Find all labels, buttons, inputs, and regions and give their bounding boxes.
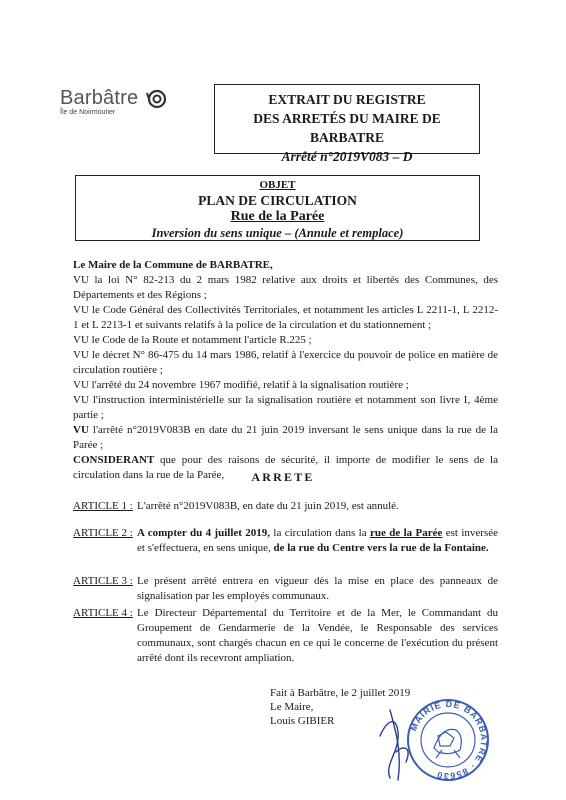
article-4 <box>73 606 498 666</box>
article-label: ARTICLE 3 : <box>73 575 133 587</box>
article-2 <box>73 526 498 556</box>
object-title: PLAN DE CIRCULATION <box>198 193 357 208</box>
object-box <box>75 175 480 241</box>
object-subtitle: Inversion du sens unique – (Annule et remplace) <box>151 226 404 240</box>
vu-item: VU le Code de la Route et notamment l'article R.225 ; <box>73 334 312 346</box>
article-direction: de la rue du Centre vers la rue de la Fontaine. <box>273 542 489 554</box>
vu-item: VU l'arrêté du 24 novembre 1967 modifié, relatif à la signalisation routière ; <box>73 379 409 391</box>
article-text-part: est inversée et s'effectuera, en sens unique, <box>137 527 499 554</box>
official-stamp <box>376 692 494 786</box>
article-text: Le Directeur Départemental du Territoire et de la Mer, le Commandant du Groupement de Gendarmerie de la Vendée, le Responsable des services communaux, sont chargés chacun en ce qui le concerne de l'exécution du présent arrêté dont ils recevront ampliation. <box>137 607 498 664</box>
article-text <box>137 526 498 556</box>
article-date: A compter du 4 juillet 2019, <box>137 527 271 539</box>
considerant-text: que pour des raisons de sécurité, il importe de modifier le sens de la circulation dans la rue de la Parée, <box>73 454 498 481</box>
signature-place-date: Fait à Barbâtre, le 2 juillet 2019 <box>270 687 411 699</box>
header-line-2: DES ARRETÉS DU MAIRE DE BARBATRE <box>253 111 441 145</box>
article-1 <box>73 499 498 514</box>
article-street: rue de la Parée <box>369 527 443 539</box>
vu-item: VU le Code Général des Collectivités Territoriales, et notamment les articles L 2211-1, L 2212-1 et L 2213-1 et suivants relatifs à la police de la circulation et du stationnement ; <box>73 304 498 331</box>
vu-item: VU le décret N° 86-475 du 14 mars 1986, relatif à l'exercice du pouvoir de police en matière de circulation routière ; <box>73 349 498 376</box>
logo-swirl-icon <box>146 89 168 109</box>
stamp-seal-icon <box>376 692 494 786</box>
object-street: Rue de la Parée <box>230 209 325 224</box>
article-3 <box>73 574 498 604</box>
header-line-1: EXTRAIT DU REGISTRE <box>268 92 426 107</box>
municipality-logo <box>60 88 180 128</box>
arrete-number: Arrêté n°2019V083 – D <box>281 149 413 164</box>
vu-item: VU l'instruction interministérielle sur la signalisation routière et notamment son livre I, 4ème partie ; <box>73 394 498 421</box>
signature-name: Louis GIBIER <box>270 715 335 727</box>
preamble <box>73 258 498 483</box>
article-text: L'arrêté n°2019V083B, en date du 21 juin 2019, est annulé. <box>137 500 399 512</box>
article-label: ARTICLE 2 : <box>73 527 133 539</box>
article-label: ARTICLE 4 : <box>73 607 133 619</box>
article-text: Le présent arrêté entrera en vigueur dès la mise en place des panneaux de signalisation par les employés communaux. <box>137 575 498 602</box>
article-text-part: la circulation dans la <box>270 527 370 539</box>
logo-subtitle: Île de Noirmoutier <box>60 109 116 116</box>
vu-lead: VU <box>73 424 89 436</box>
vu-text: l'arrêté n°2019V083B en date du 21 juin 2019 inversant le sens unique dans la rue de la Parée ; <box>73 424 498 451</box>
register-header <box>214 84 480 164</box>
mayor-line: Le Maire de la Commune de BARBATRE, <box>73 259 273 271</box>
object-label: OBJET <box>259 179 296 191</box>
svg-text:MAIRIE DE BARBATRE · 85630: MAIRIE DE BARBATRE · 85630 <box>408 698 490 782</box>
logo-brand: Barbâtre <box>60 87 139 109</box>
article-label: ARTICLE 1 : <box>73 500 133 512</box>
signature-role: Le Maire, <box>270 701 314 713</box>
vu-item <box>73 423 498 453</box>
arrete-heading: ARRETE <box>251 470 315 484</box>
vu-item: VU la loi N° 82-213 du 2 mars 1982 relative aux droits et libertés des Communes, des Départements et des Régions ; <box>73 274 498 301</box>
considerant-lead: CONSIDERANT <box>73 454 155 466</box>
